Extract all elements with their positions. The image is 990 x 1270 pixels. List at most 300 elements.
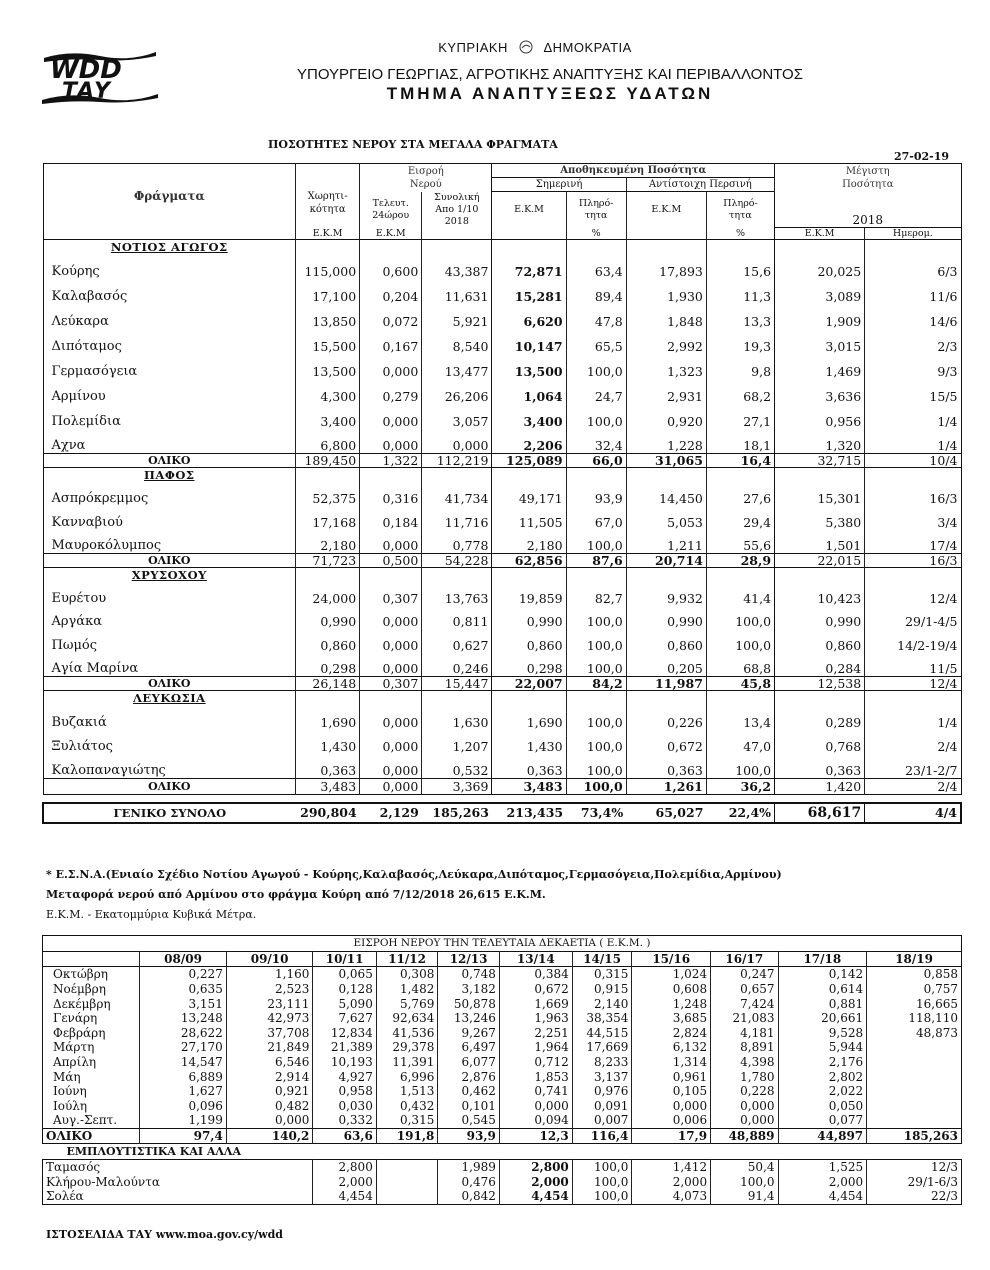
inflow-value: 0,308 <box>376 967 438 982</box>
inflow-value: 42,973 <box>226 1011 313 1026</box>
dam-value: 47,8 <box>566 304 626 329</box>
dam-value: 12/4 <box>865 582 961 606</box>
dam-name: Βυζακιά <box>43 705 296 730</box>
recharge-value: 2,000 <box>778 1175 867 1190</box>
recharge-value: 2,800 <box>313 1159 376 1174</box>
inflow-value: 0,077 <box>778 1113 867 1128</box>
dam-value: 14/2-19/4 <box>865 629 961 653</box>
dam-value: 55,6 <box>706 530 774 554</box>
inflow-value: 118,110 <box>867 1011 962 1026</box>
inflow-total-value: 185,263 <box>867 1128 962 1144</box>
inflow-value <box>867 1113 962 1128</box>
dam-value: 26,206 <box>422 379 492 404</box>
inflow-value: 0,881 <box>778 996 867 1011</box>
inflow-value: 23,111 <box>226 996 313 1011</box>
inflow-value: 0,858 <box>867 967 962 982</box>
wdd-logo <box>40 42 160 114</box>
dam-value: 15,500 <box>296 329 360 354</box>
month-row <box>43 967 962 982</box>
year-header: 10/11 <box>313 951 376 967</box>
dam-name: Αγία Μαρίνα <box>43 653 296 677</box>
dams-table-body <box>43 240 961 823</box>
recharge-row <box>43 1159 962 1174</box>
dam-name: Κούρης <box>43 255 296 280</box>
total-value: 10/4 <box>865 454 961 468</box>
inflow-value: 1,314 <box>632 1055 711 1070</box>
inflow-value: 2,914 <box>226 1069 313 1084</box>
dam-value: 0,600 <box>360 255 422 280</box>
recharge-value <box>376 1189 438 1204</box>
grand-total-value: 4/4 <box>935 805 957 821</box>
total-value: 3,483 <box>296 779 360 795</box>
total-value: 31,065 <box>626 454 706 468</box>
dam-value: 13,850 <box>296 304 360 329</box>
dam-value: 5,921 <box>422 304 492 329</box>
dam-value: 1,064 <box>492 379 566 404</box>
inflow-total-value: 17,9 <box>632 1128 711 1144</box>
col-dams: Φράγματα <box>43 164 296 228</box>
dam-value: 47,0 <box>706 730 774 755</box>
inflow-value: 0,712 <box>499 1055 572 1070</box>
dam-value: 0,363 <box>492 754 566 779</box>
inflow-value: 2,802 <box>778 1069 867 1084</box>
inflow-value: 2,022 <box>778 1084 867 1099</box>
dam-value: 41,4 <box>706 582 774 606</box>
dam-value: 19,859 <box>492 582 566 606</box>
dam-value: 67,0 <box>566 506 626 530</box>
dam-value: 5,053 <box>626 506 706 530</box>
month-row <box>43 1055 962 1070</box>
dam-value: 3,636 <box>775 379 865 404</box>
recharge-value: 29/1-6/3 <box>867 1175 962 1190</box>
year-header: 13/14 <box>499 951 572 967</box>
inflow-value: 13,248 <box>140 1011 227 1026</box>
month-name: Μάη <box>43 1069 140 1084</box>
inflow-value: 0,000 <box>711 1099 778 1114</box>
dam-value: 0,184 <box>360 506 422 530</box>
year-header: 08/09 <box>140 951 227 967</box>
recharge-value: 12/3 <box>867 1159 962 1174</box>
dam-value: 0,000 <box>360 404 422 429</box>
dam-value: 4,300 <box>296 379 360 404</box>
recharge-value: 1,989 <box>438 1159 500 1174</box>
year-header: 16/17 <box>711 951 778 967</box>
dam-row <box>43 606 961 630</box>
inflow-value: 5,944 <box>778 1040 867 1055</box>
col-max: Μέγιστη Ποσότητα <box>775 164 961 192</box>
dam-value: 41,734 <box>422 483 492 507</box>
recharge-value: 100,0 <box>572 1175 632 1190</box>
dam-row <box>43 404 961 429</box>
dam-value: 0,860 <box>626 629 706 653</box>
recharge-value: 100,0 <box>572 1159 632 1174</box>
month-name: Ιούνη <box>43 1084 140 1099</box>
inflow-value: 4,398 <box>711 1055 778 1070</box>
dam-value: 0,363 <box>775 754 865 779</box>
inflow-value: 0,091 <box>572 1099 632 1114</box>
dam-value: 115,000 <box>296 255 360 280</box>
inflow-value: 6,132 <box>632 1040 711 1055</box>
year-header: 14/15 <box>572 951 632 967</box>
total-value: 28,9 <box>706 553 774 567</box>
dam-value: 1,211 <box>626 530 706 554</box>
col-capacity: Χωρητι- κότητα <box>296 178 360 228</box>
region-total-row <box>43 454 961 468</box>
dam-value: 15/5 <box>865 379 961 404</box>
dam-value: 20,025 <box>775 255 865 280</box>
recharge-value: 1,412 <box>632 1159 711 1174</box>
recharge-value: 1,525 <box>778 1159 867 1174</box>
total-value: 0,500 <box>360 553 422 567</box>
dam-row <box>43 705 961 730</box>
dam-value: 93,9 <box>566 483 626 507</box>
total-value: 12/4 <box>865 676 961 690</box>
dam-value: 3,015 <box>775 329 865 354</box>
dam-name: Γερμασόγεια <box>43 354 296 379</box>
dam-value: 0,000 <box>360 705 422 730</box>
recharge-value: 4,073 <box>632 1189 711 1204</box>
republic-right: ΔΗΜΟΚΡΑΤΙΑ <box>543 40 632 55</box>
region-total-row <box>43 779 961 795</box>
total-value: 71,723 <box>296 553 360 567</box>
dam-value: 0,226 <box>626 705 706 730</box>
dam-value: 27,1 <box>706 404 774 429</box>
unit-ekm: Ε.Κ.Μ <box>360 228 422 240</box>
inflow-value: 29,378 <box>376 1040 438 1055</box>
inflow-value: 0,635 <box>140 982 227 997</box>
inflow-value: 4,927 <box>313 1069 376 1084</box>
total-value: 62,856 <box>492 553 566 567</box>
inflow-value: 0,050 <box>778 1099 867 1114</box>
dam-value: 1,320 <box>775 429 865 454</box>
inflow-total-value: 48,889 <box>711 1128 778 1144</box>
inflow-total-value: 12,3 <box>499 1128 572 1144</box>
unit-ekm: Ε.Κ.Μ <box>492 192 566 228</box>
recharge-row <box>43 1175 962 1190</box>
inflow-value: 1,248 <box>632 996 711 1011</box>
month-row <box>43 1113 962 1128</box>
total-value: 22,007 <box>492 676 566 690</box>
total-value: 11,987 <box>626 676 706 690</box>
inflow-value: 44,515 <box>572 1026 632 1041</box>
inflow-value: 2,824 <box>632 1026 711 1041</box>
dam-value: 3,400 <box>492 404 566 429</box>
recharge-header-row <box>43 1144 962 1160</box>
inflow-value: 1,024 <box>632 967 711 982</box>
inflow-value <box>867 1099 962 1114</box>
grand-total-value: 213,435 <box>506 805 564 821</box>
region-header-row <box>43 567 961 582</box>
dam-value: 17,893 <box>626 255 706 280</box>
dam-value: 0,000 <box>360 730 422 755</box>
dam-value: 1,430 <box>492 730 566 755</box>
inflow-value: 6,889 <box>140 1069 227 1084</box>
dam-value: 24,000 <box>296 582 360 606</box>
dam-value: 3,400 <box>296 404 360 429</box>
inflow-value: 11,391 <box>376 1055 438 1070</box>
total-value: 54,228 <box>422 553 492 567</box>
dam-value: 100,0 <box>566 530 626 554</box>
logo-wdd-text: WDD <box>50 55 122 85</box>
inflow-value: 0,030 <box>313 1099 376 1114</box>
month-row <box>43 996 962 1011</box>
dam-value: 9,932 <box>626 582 706 606</box>
dam-value: 100,0 <box>706 606 774 630</box>
col-fill-today: Πληρό- τητα <box>566 192 626 228</box>
dam-name: Αργάκα <box>43 606 296 630</box>
dam-value: 0,000 <box>360 429 422 454</box>
total-value: 12,538 <box>775 676 865 690</box>
dam-value: 15,281 <box>492 279 566 304</box>
inflow-value: 1,669 <box>499 996 572 1011</box>
republic-left: ΚΥΠΡΙΑΚΗ <box>438 40 508 55</box>
recharge-value: 4,454 <box>778 1189 867 1204</box>
dam-value: 0,860 <box>492 629 566 653</box>
inflow-value: 0,000 <box>499 1099 572 1114</box>
total-value: 22,015 <box>775 553 865 567</box>
dam-name: Καλαβασός <box>43 279 296 304</box>
dam-value: 6/3 <box>865 255 961 280</box>
dam-row <box>43 530 961 554</box>
inflow-value: 3,151 <box>140 996 227 1011</box>
report-date: 27-02-19 <box>894 150 950 163</box>
dam-value: 18,1 <box>706 429 774 454</box>
inflow-total-value: 191,8 <box>376 1128 438 1144</box>
total-value: 100,0 <box>566 779 626 795</box>
dam-value: 0,000 <box>360 530 422 554</box>
dams-table-header <box>43 164 961 240</box>
dam-value: 0,298 <box>492 653 566 677</box>
inflow-value <box>867 1084 962 1099</box>
inflow-value: 27,170 <box>140 1040 227 1055</box>
dam-value: 3/4 <box>865 506 961 530</box>
dam-value: 29,4 <box>706 506 774 530</box>
inflow-value: 6,546 <box>226 1055 313 1070</box>
dam-value: 0,284 <box>775 653 865 677</box>
note-units: Ε.Κ.Μ. - Εκατομμύρια Κυβικά Μέτρα. <box>46 908 257 921</box>
dam-value: 5,380 <box>775 506 865 530</box>
inflow-value: 21,849 <box>226 1040 313 1055</box>
region-name: ΧΡΥΣΟΧΟΥ <box>43 567 296 582</box>
recharge-value <box>376 1175 438 1190</box>
dam-value: 0,204 <box>360 279 422 304</box>
recharge-name: Ταμασός <box>43 1159 313 1174</box>
grand-total-value: 290,804 <box>300 805 357 821</box>
recharge-value: 91,4 <box>711 1189 778 1204</box>
dam-value: 100,0 <box>566 354 626 379</box>
month-row <box>43 982 962 997</box>
total-value: 20,714 <box>626 553 706 567</box>
inflow-value: 0,228 <box>711 1084 778 1099</box>
dam-value: 2,180 <box>296 530 360 554</box>
dam-value: 1,469 <box>775 354 865 379</box>
dam-value: 100,0 <box>566 629 626 653</box>
unit-ekm: Ε.Κ.Μ <box>296 228 360 240</box>
grand-total-value: 73,4% <box>580 805 624 821</box>
inflow-value: 12,834 <box>313 1026 376 1041</box>
dam-value: 1,430 <box>296 730 360 755</box>
inflow-value: 21,083 <box>711 1011 778 1026</box>
inflow-value: 1,199 <box>140 1113 227 1128</box>
recharge-row <box>43 1189 962 1204</box>
inflow-value: 2,523 <box>226 982 313 997</box>
dam-name: Διπόταμος <box>43 329 296 354</box>
inflow-value <box>867 1069 962 1084</box>
dam-value: 0,316 <box>360 483 422 507</box>
inflow-value: 1,963 <box>499 1011 572 1026</box>
month-row <box>43 1099 962 1114</box>
dam-value: 10,147 <box>492 329 566 354</box>
dam-value: 100,0 <box>566 653 626 677</box>
inflow-value: 1,853 <box>499 1069 572 1084</box>
grand-total-value: 65,027 <box>655 805 704 821</box>
dam-value: 0,860 <box>775 629 865 653</box>
col-today: Σημερινή <box>492 178 626 192</box>
inflow-value: 7,627 <box>313 1011 376 1026</box>
col-inflow: Εισροή Νερού <box>360 164 492 192</box>
dam-value: 0,990 <box>492 606 566 630</box>
inflow-value: 1,780 <box>711 1069 778 1084</box>
total-label: ΟΛΙΚΟ <box>43 553 296 567</box>
dam-value: 65,5 <box>566 329 626 354</box>
col-stored: Αποθηκευμένη Ποσότητα <box>492 164 775 178</box>
dam-value: 2,992 <box>626 329 706 354</box>
grand-total-value: 2,129 <box>379 805 419 821</box>
inflow-value: 5,769 <box>376 996 438 1011</box>
unit-date: Ημερομ. <box>865 228 961 240</box>
region-header-row <box>43 240 961 255</box>
inflow-value: 0,247 <box>711 967 778 982</box>
inflow-value: 3,182 <box>438 982 500 997</box>
year-header: 15/16 <box>632 951 711 967</box>
inflow-value: 2,251 <box>499 1026 572 1041</box>
month-row <box>43 1084 962 1099</box>
dam-value: 17,100 <box>296 279 360 304</box>
dam-value: 100,0 <box>566 606 626 630</box>
total-value: 32,715 <box>775 454 865 468</box>
total-label: ΟΛΙΚΟ <box>43 676 296 690</box>
year-header: 17/18 <box>778 951 867 967</box>
dams-table <box>42 163 962 824</box>
dam-value: 11/6 <box>865 279 961 304</box>
inflow-total-row <box>43 1128 962 1144</box>
recharge-value: 100,0 <box>711 1175 778 1190</box>
recharge-value: 100,0 <box>572 1189 632 1204</box>
dam-value: 0,990 <box>296 606 360 630</box>
recharge-name: Κλήρου-Μαλούντα <box>43 1175 313 1190</box>
dam-value: 3,057 <box>422 404 492 429</box>
dam-name: Αχνα <box>43 429 296 454</box>
dam-row <box>43 304 961 329</box>
col-prev: Αντίστοιχη Περσινή <box>626 178 774 192</box>
region-header-row <box>43 690 961 705</box>
total-value: 3,483 <box>492 779 566 795</box>
dam-row <box>43 279 961 304</box>
total-value: 0,307 <box>360 676 422 690</box>
dam-value: 6,800 <box>296 429 360 454</box>
total-value: 15,447 <box>422 676 492 690</box>
dam-name: Λεύκαρα <box>43 304 296 329</box>
dam-value: 82,7 <box>566 582 626 606</box>
inflow-value: 1,513 <box>376 1084 438 1099</box>
dam-value: 100,0 <box>566 730 626 755</box>
recharge-name: Σολέα <box>43 1189 313 1204</box>
dam-value: 2/3 <box>865 329 961 354</box>
unit-pct: % <box>566 228 626 240</box>
inflow-total-value: 63,6 <box>313 1128 376 1144</box>
dam-value: 1/4 <box>865 404 961 429</box>
dam-value: 2,206 <box>492 429 566 454</box>
dam-value: 11,631 <box>422 279 492 304</box>
dam-value: 2,931 <box>626 379 706 404</box>
dam-value: 15,6 <box>706 255 774 280</box>
inflow-value: 0,128 <box>313 982 376 997</box>
recharge-title: ΕΜΠΛΟΥΤΙΣΤΙΚΑ ΚΑΙ ΑΛΛΑ <box>66 1144 241 1158</box>
inflow-value: 0,315 <box>572 967 632 982</box>
inflow-value: 8,233 <box>572 1055 632 1070</box>
dam-value: 100,0 <box>706 629 774 653</box>
dam-value: 11,505 <box>492 506 566 530</box>
dam-value: 0,811 <box>422 606 492 630</box>
inflow-total-value: 140,2 <box>226 1128 313 1144</box>
inflow-value: 14,547 <box>140 1055 227 1070</box>
dam-value: 1,690 <box>492 705 566 730</box>
dam-value: 89,4 <box>566 279 626 304</box>
col-last24: Τελευτ. 24ώρου <box>360 192 422 228</box>
inflow-value: 1,482 <box>376 982 438 997</box>
dam-value: 29/1-4/5 <box>865 606 961 630</box>
total-label: ΟΛΙΚΟ <box>43 454 296 468</box>
dam-value: 100,0 <box>706 754 774 779</box>
dam-value: 0,000 <box>360 754 422 779</box>
inflow-value: 6,996 <box>376 1069 438 1084</box>
note-esna: * Ε.Σ.Ν.Α.(Ενιαίο Σχέδιο Νοτίου Αγωγού - Κούρης,Καλαβασός,Λεύκαρα,Διπόταμος,Γερμασόγεια,Πολεμίδια,Αρμίνου) <box>46 868 782 881</box>
dam-value: 24,7 <box>566 379 626 404</box>
dam-value: 10,423 <box>775 582 865 606</box>
inflow-value: 0,741 <box>499 1084 572 1099</box>
inflow-value: 0,614 <box>778 982 867 997</box>
dam-value: 100,0 <box>566 404 626 429</box>
month-row <box>43 1026 962 1041</box>
inflow-value: 6,497 <box>438 1040 500 1055</box>
dam-value: 19,3 <box>706 329 774 354</box>
inflow-value <box>867 1040 962 1055</box>
inflow-value: 20,661 <box>778 1011 867 1026</box>
month-name: Γενάρη <box>43 1011 140 1026</box>
inflow-value: 0,482 <box>226 1099 313 1114</box>
grand-total-label: ΓΕΝΙΚΟ ΣΥΝΟΛΟ <box>113 805 227 820</box>
page-title: ΠΟΣΟΤΗΤΕΣ ΝΕΡΟΥ ΣΤΑ ΜΕΓΑΛΑ ΦΡΑΓΜΑΤΑ <box>268 138 558 151</box>
region-total-row <box>43 676 961 690</box>
republic-line <box>300 40 770 55</box>
dam-value: 13,500 <box>296 354 360 379</box>
dam-value: 9,8 <box>706 354 774 379</box>
region-name: ΛΕΥΚΩΣΙΑ <box>43 690 296 705</box>
dam-value: 11,3 <box>706 279 774 304</box>
website-link[interactable]: ΙΣΤΟΣΕΛΙΔΑ ΤΑΥ www.moa.gov.cy/wdd <box>46 1228 283 1241</box>
inflow-value: 2,876 <box>438 1069 500 1084</box>
recharge-value: 4,454 <box>313 1189 376 1204</box>
inflow-table <box>42 935 962 1205</box>
total-value: 66,0 <box>566 454 626 468</box>
inflow-value: 0,096 <box>140 1099 227 1114</box>
department-name: ΤΜΗΜΑ ΑΝΑΠΤΥΞΕΩΣ ΥΔΑΤΩΝ <box>386 84 714 103</box>
grand-total-row <box>43 803 961 823</box>
dam-value: 16/3 <box>865 483 961 507</box>
dam-value: 0,279 <box>360 379 422 404</box>
dam-value: 27,6 <box>706 483 774 507</box>
inflow-value: 0,332 <box>313 1113 376 1128</box>
